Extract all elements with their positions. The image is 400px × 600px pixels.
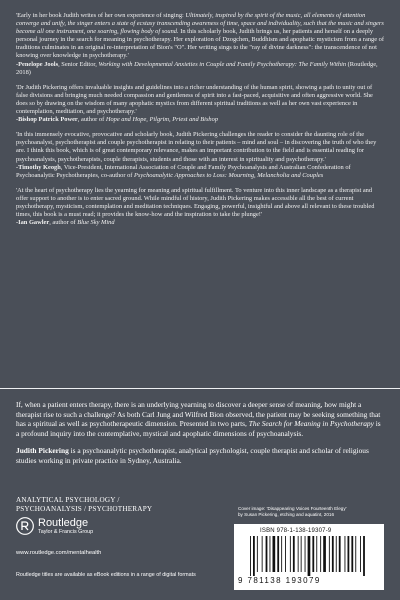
barcode-bar [253, 536, 255, 576]
barcode-bar [266, 536, 268, 572]
publisher-group: Taylor & Francis Group [38, 529, 94, 535]
barcode-bar [285, 536, 286, 572]
text-run: Hope and Hope, Pilgrim, Priest and Bishop [105, 116, 219, 124]
barcode-bar [305, 536, 306, 572]
text-run: Blue Sky Mind [77, 219, 115, 227]
barcode-bar [363, 536, 365, 576]
author-bio [16, 446, 384, 465]
barcode-bar [312, 536, 314, 572]
barcode-bar [250, 536, 251, 576]
text-run: , author of [49, 219, 78, 227]
barcode-bar [273, 536, 276, 572]
text-run: -Penelope Jools [16, 60, 59, 68]
text-run: , Vice-President, International Association of Couple and Family Psychoanalysis and Australian Confederation of Psychoanalytic Psychotherapies, co-author of [16, 163, 351, 179]
subject-categories [16, 496, 216, 514]
publisher-logo [16, 517, 93, 535]
barcode-bar [290, 536, 291, 572]
barcode-bar [281, 536, 282, 572]
barcode-bar [270, 536, 271, 572]
barcode-bar [308, 536, 311, 576]
barcode-bar [320, 536, 321, 572]
author-name: Judith Pickering [16, 446, 69, 456]
publisher-name: Routledge [38, 517, 89, 529]
barcode-bar [336, 536, 337, 572]
review-attribution [16, 164, 384, 180]
barcode-digits: 9 781138 193079 [238, 576, 321, 585]
review-attribution [16, 219, 384, 227]
book-description [16, 400, 384, 474]
ebook-note: Routledge titles are available as eBook editions in a range of digital formats [16, 572, 196, 578]
barcode-bar [323, 536, 326, 572]
barcode-bar [262, 536, 263, 572]
barcode-bar [298, 536, 299, 572]
barcode-bar [348, 536, 350, 572]
text-run: Working with Developmental Anxieties in Couple and Family Psychotherapy: The Family Within [98, 60, 347, 68]
reviews-section [16, 12, 384, 234]
text-run: -Bishop Patrick Power [16, 116, 78, 124]
section-divider [0, 388, 400, 389]
barcode-bar [339, 536, 341, 572]
text-run: The Search for Meaning in Psychotherapy [248, 419, 374, 429]
review-quote [16, 187, 384, 227]
subject-line: PSYCHOANALYSIS / PSYCHOTHERAPY [16, 505, 153, 513]
barcode-bar [355, 536, 356, 572]
text-run: 'Early in her book Judith writes of her own experience of singing: [16, 12, 186, 19]
text-run: 'At the heart of psychotherapy lies the yearning for meaning and spiritual fulfillment. To venture into this inner landscape as a therapist and offer support to another is to enter sacred ground. While mindful of history, Judith Pickering makes accessible all the best of current psychotherapy, mysticism, contemplation and meditation techniques. Engaging, powerful, insightful and above all relevant to these troubled times, this book is a must read; it provides the know-how and the inspiration to take the plunge!' [16, 186, 375, 219]
isbn-label: ISBN 978-1-138-19307-9 [260, 528, 332, 534]
barcode-bar [329, 536, 330, 572]
review-quote [16, 12, 384, 77]
text-run: , Senior Editor, [58, 60, 99, 68]
text-run: Ultimately, inspired by the spirit of the music, all elements of attention converge and unify, the singer enters a state of ecstasy transcending awareness of time, space and individuality, such that the music and singers become all one instrument, one soaring, flowing body of sound. [16, 12, 384, 36]
review-text [16, 131, 384, 163]
barcode-bar [316, 536, 317, 572]
text-run: If, when a patient enters therapy, there is an underlying yearning to discover a deeper sense of meaning, how might a therapist rise to such a challenge? As both Carl Jung and Wilfred Bion observed, the patient may be seeking something that has a spiritual as well as psychotherapeutic dimension. Presented in two parts, [16, 400, 381, 429]
text-run: Psychoanalytic Approaches to Loss: Mourning, Melancholia and Couples [134, 171, 324, 179]
barcode-bar [345, 536, 346, 572]
review-text [16, 84, 384, 116]
cover-image-credit [238, 506, 388, 517]
cover-credit-line: Cover image: 'Disappearing Voices Fourteenth Elegy' [238, 506, 347, 511]
cover-credit-line: by Susan Pickering, etching and aquatint, 2016 [238, 511, 335, 517]
barcode-icon [248, 536, 370, 576]
review-quote [16, 84, 384, 124]
text-run: -Timothy Keogh [16, 163, 61, 171]
review-quote [16, 131, 384, 180]
barcode-bar [301, 536, 302, 572]
review-text [16, 187, 384, 219]
barcode-box [234, 524, 384, 590]
text-run: In this scholarly book, Judith brings us, her patients and herself on a deeply personal journey in the search for meaning in psychotherapy. Her exploration of Dzogchen, Buddhism and apophatic mysticism from a range of traditions culminates in an original re-interpretation of Bion's "O". Her writing sings to the "ray of divine darkness": the transcendence of not knowing over knowledge in psychotherapy.' [16, 28, 385, 60]
publisher-website: www.routledge.com/mentalhealth [16, 550, 102, 556]
review-text [16, 12, 384, 61]
text-run: -Ian Gawler [16, 219, 50, 227]
text-run: 'In this immensely evocative, provocative and scholarly book, Judith Pickering challenges the reader to consider the daunting role of the psychoanalyst, psychotherapist and couple psychotherapist in relating to their patients – mind and soul – in discovering the truth of who they are. I think this book, which is of great contemporary relevance, makes an important contribution to the field and is essential reading for psychoanalysts, psychotherapists, couple therapists, students and those with an interest in spirituality and psychotherapy.' [16, 131, 377, 163]
barcode-bar [257, 536, 258, 572]
description-paragraph [16, 400, 384, 438]
barcode-bar [277, 536, 279, 572]
text-run: (Routledge, 2018) [16, 60, 378, 76]
barcode-bar [351, 536, 353, 572]
barcode-bar [293, 536, 295, 572]
routledge-logo-icon [16, 517, 34, 535]
review-attribution [16, 116, 384, 124]
text-run: 'Dr Judith Pickering offers invaluable insights and guidelines into a richer understanding of the human spirit, showing a path to unity out of false divisions and bringing much needed compassion and gentleness of spirit into a fast-paced, acquisitive and often aggressive world. She does so by drawing on the wisdom of many apophatic mystics from different spiritual traditions as well as her own vast experience in contemplation, meditation, and psychotherapy.' [16, 83, 373, 116]
text-run: , author of [77, 116, 106, 124]
barcode-bar [360, 536, 361, 572]
barcode-bar [332, 536, 334, 572]
review-attribution [16, 61, 384, 77]
text-run: is a profound inquiry into the contemplative, mystical and apophatic dimensions of psychoanalysis. [16, 419, 381, 438]
author-bio-text: is a psychoanalytic psychotherapist, analytical psychologist, couple therapist and scholar of religious studies working in private practice in Sydney, Australia. [16, 446, 369, 465]
subject-line: ANALYTICAL PSYCHOLOGY / [16, 496, 120, 504]
